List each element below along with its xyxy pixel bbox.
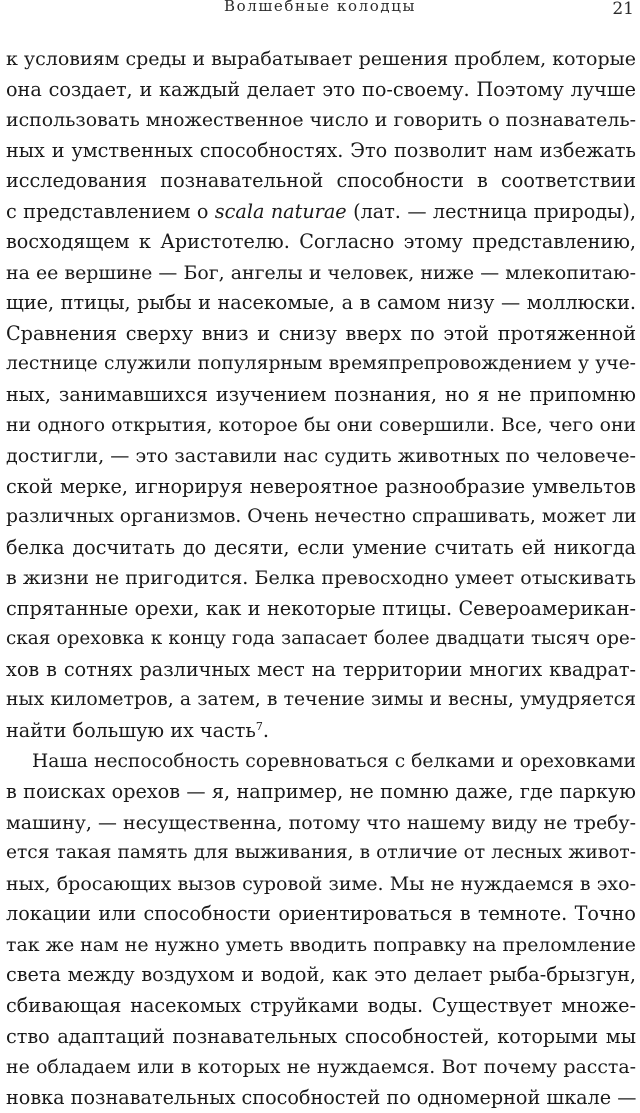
text-line: ных и умственных способностях. Это позволит нам избежать — [6, 138, 636, 162]
text-line: лестнице служили популярным времяпрепровождением у уче- — [6, 353, 636, 375]
text-line: ных километров, а затем, в течение зимы и весны, умудряется — [6, 689, 636, 711]
text-line: белка досчитать до десяти, если умение считать ей никогда — [6, 535, 636, 559]
text-fragment: . — [262, 719, 269, 743]
text-line: Сравнения сверху вниз и снизу вверх по этой протяженной — [6, 321, 636, 345]
text-line: ская ореховка к концу года запасает более двадцати тысяч оре- — [6, 628, 636, 650]
text-line: на ее вершине — Бог, ангелы и человек, ниже — млекопитаю- — [6, 261, 636, 284]
text-line: достигли, — это заставили нас судить животных по человече- — [6, 444, 636, 468]
text-line: она создает, и каждый делает это по-своему. Поэтому лучше — [6, 77, 636, 101]
text-line: использовать множественное число и говорить о познаватель- — [6, 109, 636, 132]
latin-term: scala naturae — [214, 199, 347, 223]
body-text — [6, 44, 636, 1113]
text-line: исследования познавательной способности в соответствии — [6, 169, 636, 193]
text-line: щие, птицы, рыбы и насекомые, а в самом низу — моллюски. — [6, 291, 636, 315]
text-line: ных, занимавшихся изучением познания, но я не припомню — [6, 383, 636, 407]
text-line: ской мерке, игнорируя невероятное разнообразие умвельтов — [6, 474, 636, 498]
footnote-marker: 7 — [255, 720, 263, 734]
text-line: ни одного открытия, которое бы они совершили. Все, чего они — [6, 414, 636, 436]
text-line-with-latin-term — [6, 197, 636, 228]
text-line: ство адаптаций познавательных способностей, которыми мы — [6, 1024, 636, 1048]
text-fragment: (лат. — лестница природы), — [353, 199, 636, 223]
text-fragment: с представлением о — [6, 199, 209, 223]
text-line: локации или способности ориентироваться в темноте. Точно — [6, 902, 636, 926]
text-line: восходящем к Аристотелю. Согласно этому представлению, — [6, 230, 636, 254]
page-number: 21 — [612, 0, 634, 19]
text-line: не обладаем или в которых не нуждаемся. Вот почему расста- — [6, 1056, 636, 1079]
text-line: ется такая память для выживания, в отличие от лесных живот- — [6, 842, 636, 864]
text-line: различных организмов. Очень нечестно спрашивать, может ли — [6, 506, 637, 528]
text-line: машину, — несущественна, потому что нашему виду не требу- — [6, 811, 636, 834]
text-line: так же нам не нужно уметь вводить поправку на преломление — [6, 933, 636, 956]
running-title: Волшебные колодцы — [223, 0, 416, 15]
text-line: в поисках орехов — я, например, не помню даже, где паркую — [6, 780, 636, 804]
running-header — [0, 0, 640, 22]
text-line: новка познавательных способностей по одномерной шкале — — [6, 1085, 637, 1109]
paragraph-start-line: Наша неспособность соревноваться с белками и ореховками — [32, 750, 636, 772]
text-line: в жизни не пригодится. Белка превосходно умеет отыскивать — [6, 566, 636, 590]
text-line: света между воздухом и водой, как это делает рыба-брызгун, — [6, 963, 636, 987]
text-line: ных, бросающих вызов суровой зиме. Мы не нуждаемся в эхо- — [6, 872, 636, 895]
text-line: к условиям среды и вырабатывает решения проблем, которые — [6, 48, 636, 70]
text-line: спрятанные орехи, как и некоторые птицы. Североамерикан- — [6, 596, 636, 620]
paragraph-end-line — [6, 716, 636, 747]
text-fragment: найти большую их часть — [6, 719, 256, 743]
text-line: хов в сотнях различных мест на территории многих квадрат- — [6, 657, 636, 681]
text-line: сбивающая насекомых струйками воды. Существует множе- — [6, 993, 636, 1017]
